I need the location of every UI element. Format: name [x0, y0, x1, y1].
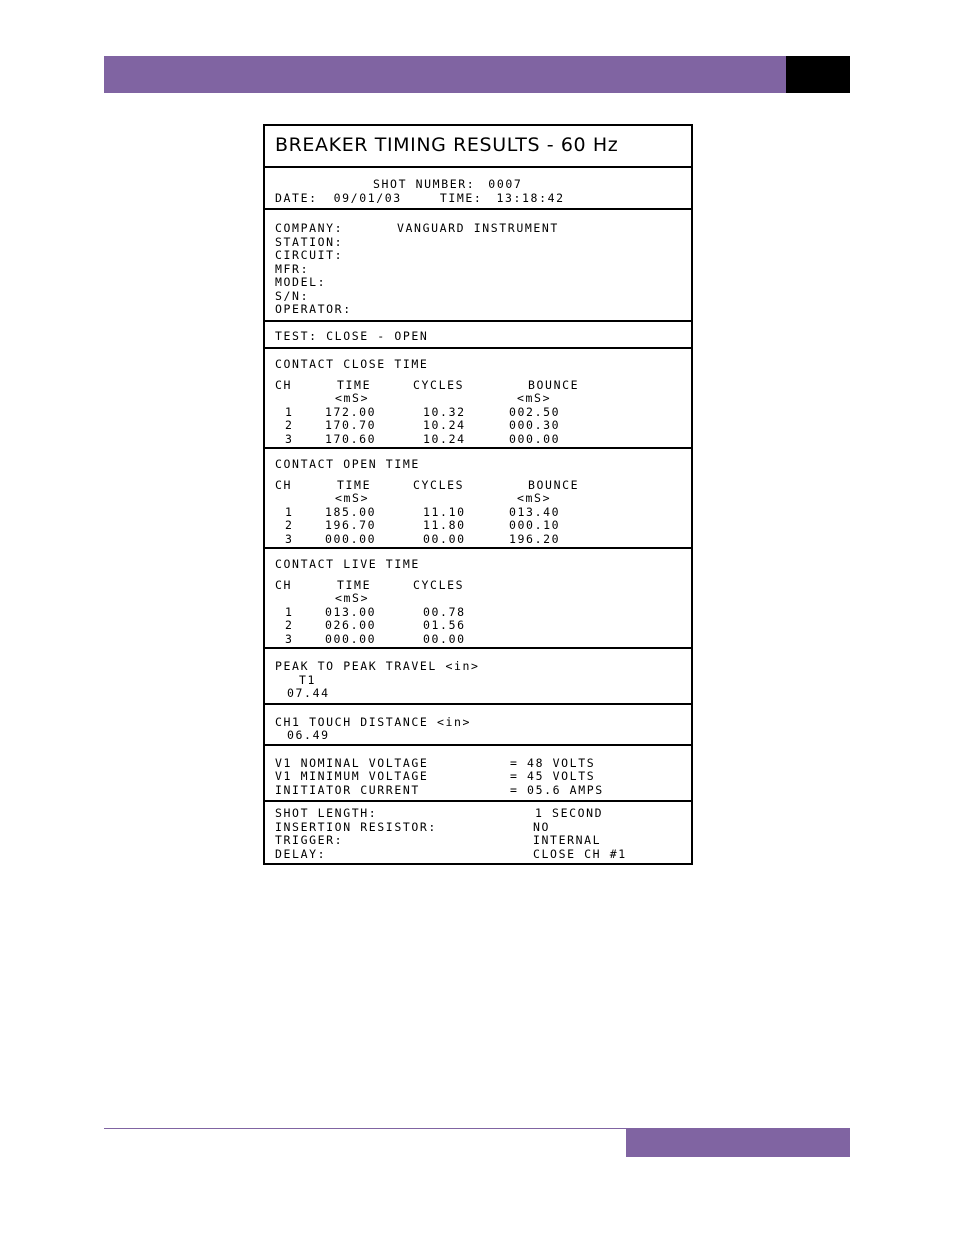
model-label: MODEL:	[275, 275, 327, 289]
page-footer-block	[626, 1128, 850, 1157]
initiator-current-value: = 05.6 AMPS	[510, 782, 604, 797]
close-time-section	[265, 347, 691, 447]
trigger-label: TRIGGER:	[275, 833, 344, 847]
time-unit: <mS>	[335, 391, 370, 405]
open-time-units-row: <mS> <mS>	[335, 491, 552, 505]
col-header-ch: CH	[275, 377, 293, 392]
touch-value: 06.49	[287, 728, 330, 742]
test-type: TEST: CLOSE - OPEN	[275, 328, 429, 343]
trigger-value: INTERNAL	[533, 833, 602, 847]
nominal-voltage-label: V1 NOMINAL VOLTAGE	[275, 755, 429, 770]
printout-title: BREAKER TIMING RESULTS - 60 Hz	[275, 134, 619, 157]
settings-section	[265, 800, 691, 863]
delay-label: DELAY:	[275, 846, 327, 861]
col-header-time: TIME	[337, 377, 372, 392]
nominal-voltage-value: = 48 VOLTS	[510, 755, 596, 770]
open-time-section	[265, 447, 691, 547]
col-header-cycles: CYCLES	[413, 377, 465, 392]
table-row: 2 170.70 10.24 000.30	[285, 418, 561, 432]
table-row: 2 026.00 01.56	[285, 618, 466, 632]
travel-value: 07.44	[287, 686, 330, 700]
close-time-heading: CONTACT CLOSE TIME	[275, 357, 429, 371]
breaker-timing-printout	[263, 124, 693, 865]
table-row: 3 000.00 00.00	[285, 631, 466, 646]
station-label: STATION:	[275, 234, 344, 249]
operator-label: OPERATOR:	[275, 302, 352, 316]
touch-heading: CH1 TOUCH DISTANCE <in>	[275, 714, 472, 729]
table-row: 1 185.00 11.10 013.40	[285, 504, 561, 519]
live-time-heading: CONTACT LIVE TIME	[275, 557, 420, 571]
date-label: DATE:	[275, 190, 318, 205]
insertion-resistor-value: NO	[533, 819, 551, 834]
time-label: TIME:	[439, 190, 483, 205]
table-row: 2 196.70 11.80 000.10	[285, 518, 561, 532]
open-time-header-row: CH TIME CYCLES BOUNCE	[275, 477, 580, 492]
shot-number: 0007	[488, 177, 523, 191]
col-header-bounce: BOUNCE	[528, 377, 580, 392]
table-row: 3 170.60 10.24 000.00	[285, 431, 561, 446]
company-value: VANGUARD INSTRUMENT	[397, 221, 559, 235]
travel-heading: PEAK TO PEAK TRAVEL <in>	[275, 659, 480, 673]
insertion-resistor-label: INSERTION RESISTOR:	[275, 819, 437, 834]
company-label: COMPANY:	[275, 221, 344, 235]
minimum-voltage-value: = 45 VOLTS	[510, 769, 596, 783]
initiator-current-label: INITIATOR CURRENT	[275, 782, 420, 797]
minimum-voltage-label: V1 MINIMUM VOLTAGE	[275, 769, 429, 783]
voltage-section	[265, 744, 691, 801]
open-time-heading: CONTACT OPEN TIME	[275, 457, 420, 471]
close-time-header-row	[275, 379, 683, 393]
circuit-label: CIRCUIT:	[275, 248, 344, 262]
shot-number-label: SHOT NUMBER:	[373, 177, 476, 191]
live-time-section	[265, 547, 691, 647]
page-header-bar	[104, 56, 786, 93]
date-value: 09/01/03	[333, 190, 402, 205]
table-row: 3 000.00 00.00 196.20	[285, 531, 561, 546]
delay-value: CLOSE CH #1	[533, 846, 627, 861]
travel-section	[265, 647, 691, 703]
shot-length-value: 1 SECOND	[535, 806, 604, 820]
table-row: 1 172.00 10.32 002.50	[285, 404, 561, 419]
shot-length-label: SHOT LENGTH:	[275, 806, 378, 820]
live-time-header-row: CH TIME CYCLES	[275, 577, 465, 592]
test-section	[265, 320, 691, 348]
mfr-label: MFR:	[275, 261, 310, 276]
sn-label: S/N:	[275, 288, 310, 303]
bounce-unit: <mS>	[517, 391, 552, 405]
close-time-units-row	[275, 392, 683, 406]
shot-section	[265, 166, 691, 208]
touch-section	[265, 703, 691, 744]
table-row: 1 013.00 00.78	[285, 604, 466, 619]
travel-channel: T1	[299, 672, 317, 687]
live-time-units-row: <mS>	[335, 591, 370, 605]
page-header-block	[786, 56, 850, 93]
info-section	[265, 208, 691, 320]
time-value: 13:18:42	[496, 190, 565, 205]
